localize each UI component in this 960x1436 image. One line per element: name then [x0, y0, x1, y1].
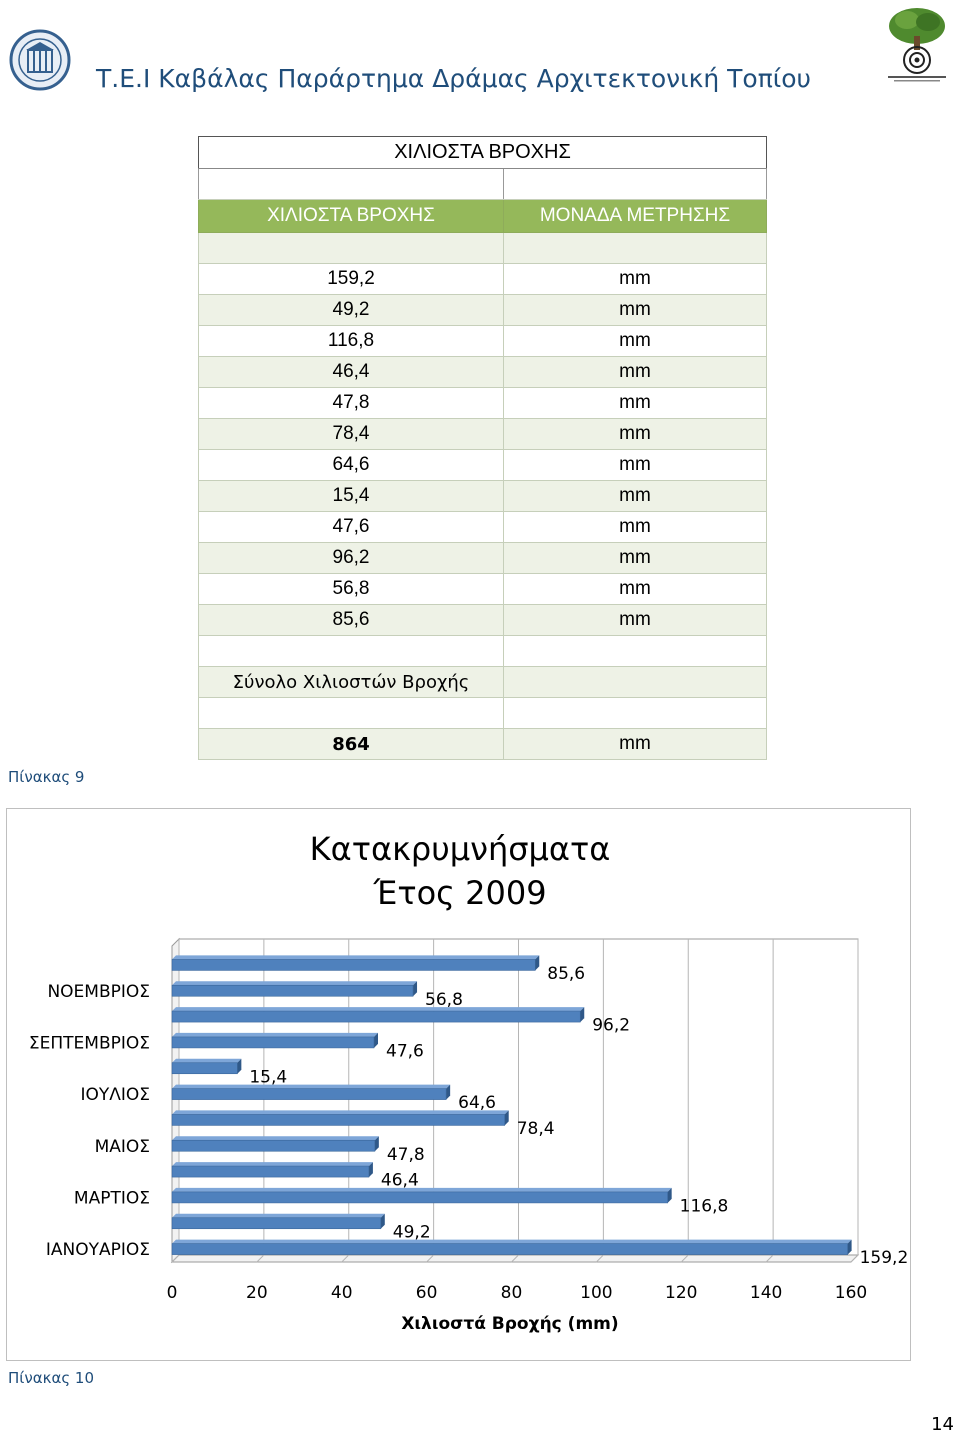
bar-top: [172, 1007, 584, 1011]
total-value: 864: [199, 729, 504, 760]
unit-cell: mm: [504, 295, 767, 326]
x-tick-label: 160: [834, 1283, 868, 1303]
bar-value-label: 96,2: [592, 1015, 631, 1036]
rain-value-cell: 47,8: [199, 388, 504, 419]
x-tick-label: 120: [665, 1283, 698, 1303]
y-category-label: ΜΑΙΟΣ: [94, 1136, 150, 1157]
rain-value-cell: 56,8: [199, 574, 504, 605]
unit-cell: mm: [504, 481, 767, 512]
rain-value-cell: 49,2: [199, 295, 504, 326]
bar: [172, 1140, 375, 1151]
chart-caption: Πίνακας 10: [8, 1369, 95, 1387]
rain-value-cell: 64,6: [199, 450, 504, 481]
bar-value-label: 56,8: [425, 989, 463, 1010]
bar-top: [172, 1188, 672, 1192]
bar: [172, 1037, 374, 1048]
y-category-label: ΜΑΡΤΙΟΣ: [73, 1188, 150, 1209]
x-axis-label: Χιλιοστά Βροχής (mm): [401, 1314, 619, 1334]
column-header-value: ΧΙΛΙΟΣΤΑ ΒΡΟΧΗΣ: [199, 200, 504, 233]
page-number: 14: [931, 1414, 954, 1435]
x-tick-label: 40: [330, 1283, 353, 1303]
x-tick-label: 140: [749, 1283, 783, 1303]
bar-top: [172, 1162, 373, 1166]
chart-subtitle: Έτος 2009: [373, 874, 547, 912]
rain-value-cell: 116,8: [199, 326, 504, 357]
bar: [172, 1218, 381, 1229]
bar-value-label: 159,2: [859, 1248, 909, 1269]
unit-cell: mm: [504, 574, 767, 605]
bar-value-label: 47,8: [386, 1144, 425, 1165]
bar-top: [172, 981, 417, 985]
bar-top: [172, 1240, 852, 1244]
y-category-label: ΣΕΠΤΕΜΒΡΙΟΣ: [28, 1033, 150, 1054]
bar: [172, 985, 413, 996]
table-caption: Πίνακας 9: [8, 768, 85, 786]
x-tick-label: 80: [500, 1283, 523, 1303]
bar-value-label: 15,4: [249, 1067, 288, 1088]
bar: [172, 1089, 446, 1100]
chart-title: Κατακρυμνήσματα: [309, 830, 611, 868]
bar: [172, 1114, 505, 1125]
x-tick-label: 20: [246, 1283, 268, 1303]
bar-top: [172, 1085, 450, 1089]
column-header-unit: ΜΟΝΑΔΑ ΜΕΤΡΗΣΗΣ: [504, 200, 767, 233]
bar-value-label: 47,6: [386, 1041, 424, 1062]
bar: [172, 959, 535, 970]
y-category-label: ΙΑΝΟΥΑΡΙΟΣ: [45, 1240, 150, 1261]
bar-top: [172, 1136, 379, 1140]
bar-value-label: 64,6: [458, 1093, 497, 1114]
unit-cell: mm: [504, 388, 767, 419]
rain-value-cell: 96,2: [199, 543, 504, 574]
bar-value-label: 78,4: [516, 1118, 555, 1139]
x-tick-label: 100: [580, 1283, 613, 1303]
bar-value-label: 46,4: [380, 1170, 419, 1191]
bar-value-label: 49,2: [392, 1222, 431, 1243]
x-tick-label: 0: [166, 1283, 178, 1303]
unit-cell: mm: [504, 543, 767, 574]
bar-value-label: 85,6: [547, 963, 586, 984]
y-category-label: ΙΟΥΛΙΟΣ: [80, 1085, 150, 1106]
bar-top: [172, 1214, 385, 1218]
bar-value-label: 116,8: [679, 1196, 729, 1217]
bar-top: [172, 955, 539, 959]
rain-value-cell: 47,6: [199, 512, 504, 543]
bar-top: [172, 1033, 378, 1037]
rain-value-cell: 78,4: [199, 419, 504, 450]
bar-top: [172, 1059, 241, 1063]
bar: [172, 1063, 237, 1074]
unit-cell: mm: [504, 326, 767, 357]
table-title: ΧΙΛΙΟΣΤΑ ΒΡΟΧΗΣ: [199, 137, 767, 169]
unit-cell: mm: [504, 357, 767, 388]
total-label: Σύνολο Χιλιοστών Βροχής: [199, 667, 504, 698]
unit-cell: mm: [504, 264, 767, 295]
unit-cell: mm: [504, 512, 767, 543]
x-tick-label: 60: [415, 1283, 438, 1303]
unit-cell: mm: [504, 419, 767, 450]
header-title: Τ.Ε.Ι Καβάλας Παράρτημα Δράμας Αρχιτεκτονική Τοπίου: [96, 64, 811, 93]
total-unit: mm: [504, 729, 767, 760]
rain-value-cell: 15,4: [199, 481, 504, 512]
bar: [172, 1244, 848, 1255]
unit-cell: mm: [504, 605, 767, 636]
rain-value-cell: 46,4: [199, 357, 504, 388]
y-category-label: ΝΟΕΜΒΡΙΟΣ: [47, 981, 150, 1002]
bar: [172, 1011, 580, 1022]
rain-value-cell: 159,2: [199, 264, 504, 295]
bar: [172, 1166, 369, 1177]
bar: [172, 1192, 668, 1203]
rain-value-cell: 85,6: [199, 605, 504, 636]
unit-cell: mm: [504, 450, 767, 481]
